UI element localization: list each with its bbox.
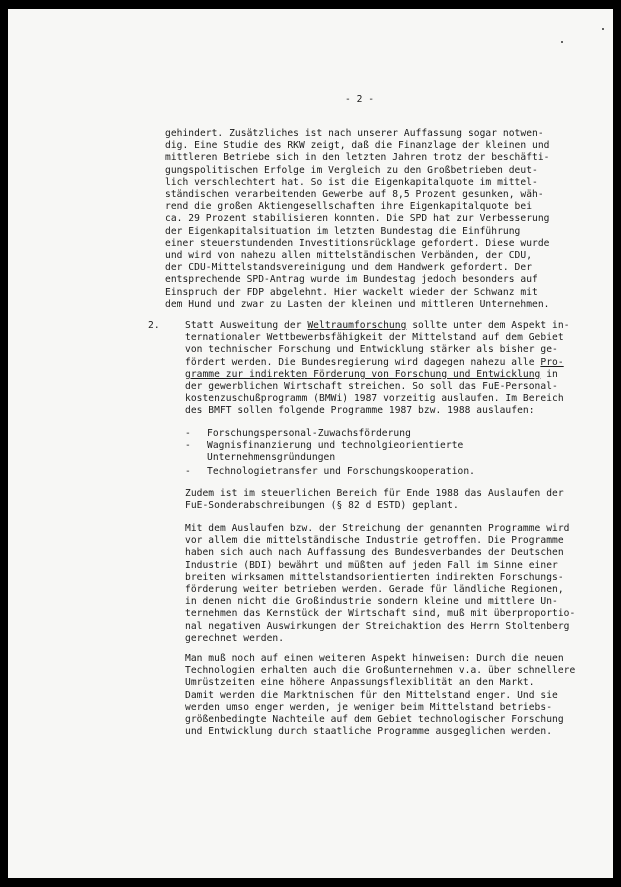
paragraph-line: der CDU-Mittelstandsvereinigung und dem Handwerk gefordert. Der [165,262,533,274]
bullet-text: Unternehmensgründungen [207,452,336,464]
paragraph-line: dig. Eine Studie des RKW zeigt, daß die Finanzlage der kleinen und [165,140,550,152]
paragraph-line: rend die großen Aktiengesellschaften ihre Eigenkapitalquote bei [165,201,533,213]
item-line [185,344,558,356]
bullet-text: Technologietransfer und Forschungskooperation. [207,466,475,477]
paragraph-line: Damit werden die Marktnischen für den Mittelstand enger. Und sie [185,689,558,701]
paragraph-line: lich verschlechtert hat. So ist die Eigenkapitalquote im mittel- [165,176,538,188]
item-line [185,405,535,417]
paragraph-line: ternehmen das Kernstück der Wirtschaft sind, muß mit überproportio- [185,608,576,620]
bullet-dash: - [185,428,191,439]
paragraph-line: Umrüstzeiten eine höhere Anpassungsflexiblität an den Markt. [185,677,535,689]
paragraph-line: Mit dem Auslaufen bzw. der Streichung der genannten Programme wird [185,523,570,534]
text-segment: kostenzuschußprogramm (BMWi) 1987 vorzeitig auslaufen. Im Bereich [185,393,564,405]
list-number: 2. [148,320,160,331]
paragraph-line: Technologien erhalten auch die Großunternehmen v.a. über schnellere [185,665,576,677]
bullet-text: Forschungspersonal-Zuwachsförderung [207,428,411,439]
text-segment: Statt Ausweitung der [185,320,308,331]
bullet-dash: - [185,466,191,477]
text-segment: des BMFT sollen folgende Programme 1987 bzw. 1988 auslaufen: [185,405,535,417]
text-segment: sollte unter dem Aspekt in- [406,320,570,331]
paragraph-line: gehindert. Zusätzliches ist nach unserer Auffassung sogar notwen- [165,128,544,139]
paragraph-line: Einspruch der FDP abgelehnt. Hier wackelt wieder der Schwanz mit [165,286,538,298]
paragraph-line: Industrie (BDI) bewährt und müßten auf jeden Fall im Sinne einer [185,559,558,571]
paragraph-line: der Eigenkapitalsituation im letzten Bundestag die Einführung [165,225,521,237]
scan-speck [561,41,563,43]
paragraph-line: mittleren Betriebe sich in den letzten Jahren trotz der beschäfti- [165,152,550,164]
underlined-text: Pro- [540,356,564,368]
item-line [185,332,564,344]
text-segment: ternationaler Wettbewerbsfähigkeit der Mittelstand auf dem Gebiet [185,332,564,344]
bullet-dash: - [185,440,191,451]
paragraph-line: größenbedingte Nachteile auf dem Gebiet technologischer Forschung [185,714,564,725]
item-line [185,320,570,332]
paragraph-line: förderung weiter betrieben werden. Gerade für ländliche Regionen, [185,584,564,595]
paragraph-line: in denen nicht die Großindustrie sondern kleine und mittlere Un- [185,596,558,608]
bullet-text: Wagnisfinanzierung und technolgieorientierte [207,440,464,451]
paragraph-line: nal negativen Auswirkungen der Streichaktion des Herrn Stoltenberg [185,620,570,632]
underlined-text: Weltraumforschung [307,320,407,331]
item-line [185,357,564,369]
paragraph-line: gungspolitischen Erfolge im Vergleich zu den Großbetrieben deut- [165,164,538,176]
item-line [185,393,564,405]
paragraph-line: vor allem die mittelständische Industrie getroffen. Die Programme [185,535,564,547]
text-segment: der gewerblichen Wirtschaft streichen. So soll das FuE-Personal- [185,381,558,392]
paragraph-line: entsprechende SPD-Antrag wurde im Bundestag jedoch besonders auf [165,274,538,286]
paragraph-line: einer steuerstundenden Investitionsrücklage gefordert. Diese wurde [165,237,550,249]
scan-speck [602,28,604,30]
paragraph-line: breiten wirksamen mittelstandsorientierten indirekten Forschungs- [185,571,564,583]
paragraph-line: ca. 29 Prozent stabilisieren konnten. Die SPD hat zur Verbesserung [165,213,550,225]
text-segment: von technischer Forschung und Entwicklung stärker als bisher ge- [185,344,558,356]
text-segment: fördert werden. Die Bundesregierung wird dagegen nahezu alle [185,356,541,368]
paragraph-line: FuE-Sonderabschreibungen (§ 82 d ESTD) geplant. [185,500,459,512]
paragraph-line: und wird von nahezu allen mittelständischen Verbänden, der CDU, [165,250,533,261]
document-page [8,9,613,878]
paragraph-line: Man muß noch auf einen weiteren Aspekt hinweisen: Durch die neuen [185,653,564,664]
text-segment: in [540,368,558,380]
paragraph-line: ständischen verarbeitenden Gewerbe auf 8,5 Prozent gesunken, wäh- [165,189,544,200]
paragraph-line: gerechnet werden. [185,632,285,644]
paragraph-line: dem Hund und zwar zu Lasten der kleinen und mittleren Unternehmen. [165,298,550,310]
paragraph-line: haben sich auch nach Auffassung des Bundesverbandes der Deutschen [185,547,564,559]
item-line [185,381,558,393]
paragraph-line: werden umso enger werden, je weniger beim Mittelstand betriebs- [185,701,553,713]
paragraph-line: und Entwicklung durch staatliche Programme ausgeglichen werden. [185,726,553,738]
paragraph-line: Zudem ist im steuerlichen Bereich für Ende 1988 das Auslaufen der [185,488,564,499]
page-number: - 2 - [345,94,375,105]
underlined-text: gramme zur indirekten Förderung von Forschung und Entwicklung [185,368,541,380]
item-line [185,369,558,381]
